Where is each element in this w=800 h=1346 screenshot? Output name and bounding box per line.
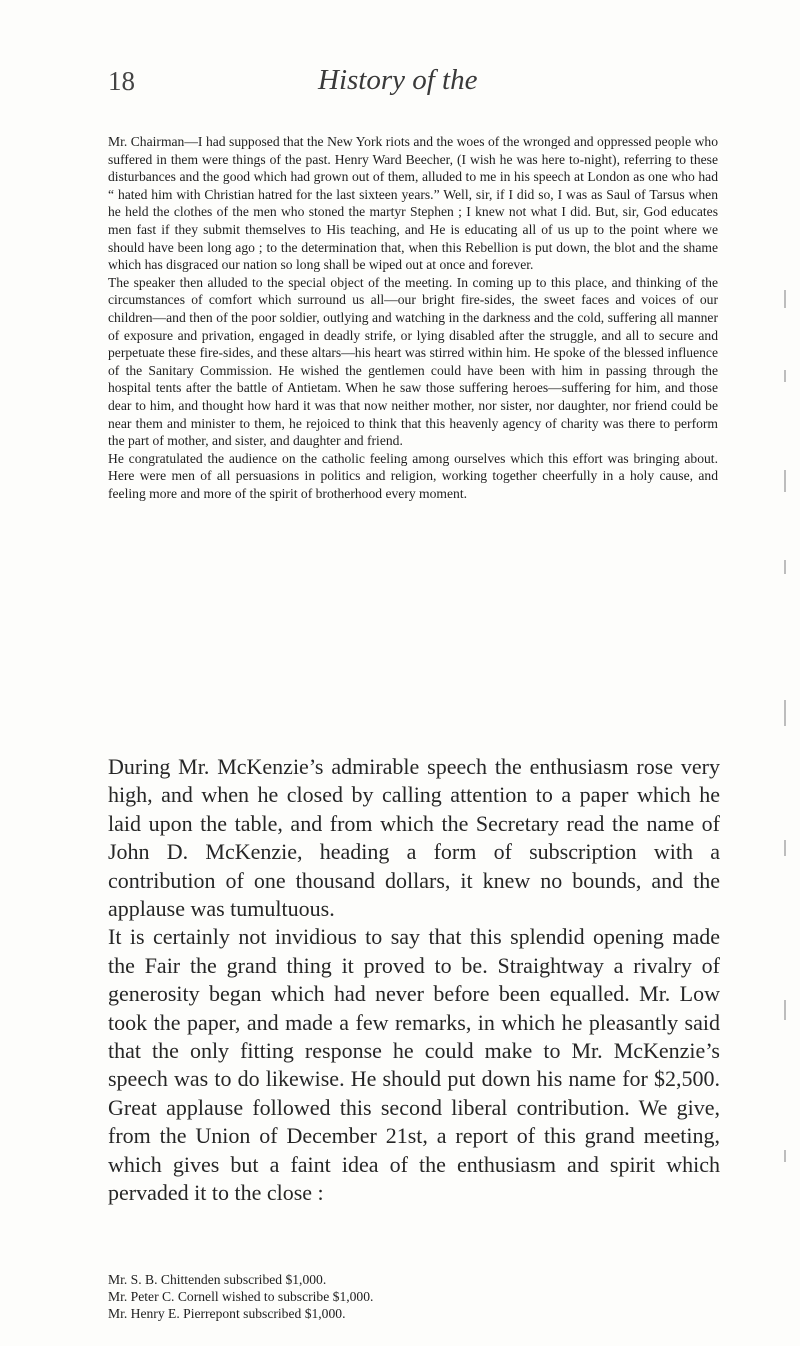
paragraph-special-object: The speaker then alluded to the special object of the meeting. In coming up to this place, and thinking of the circumstances of comfort which surround us all—our bright fire-sides, the sweet faces and voices of our children—and then of the poor soldier, outlying and watching in the darkness and the cold, suffering all manner of exposure and privation, engaged in deadly strife, or lying disabled after the struggle, and all to secure and perpetuate these fire-sides, and these altars—his heart was stirred within him. He spoke of the blessed influence of the Sanitary Commission. He wished the gentlemen could have been with him in passing through the hospital tents after the battle of Antietam. When he saw those suffering heroes—suffering for him, and those dear to him, and thought how hard it was that now neither mother, nor sister, nor daughter, nor friend could be near them and minister to them, he rejoiced to think that this heavenly agency of charity was there to perform the part of mother, and sister, and daughter and friend.: [108, 274, 718, 449]
subscription-item: Mr. Peter C. Cornell wished to subscribe $1,000.: [108, 1289, 374, 1304]
subscription-list: [108, 1271, 608, 1322]
subscription-item: Mr. S. B. Chittenden subscribed $1,000.: [108, 1272, 327, 1287]
running-title: History of the: [318, 64, 478, 96]
speech-report-small-print: [108, 133, 718, 502]
paragraph-enthusiasm: During Mr. McKenzie’s admirable speech the enthusiasm rose very high, and when he closed by calling attention to a paper which he laid upon the table, and from which the Secretary read the name of John D. McKenzie, heading a form of subscription with a contribution of one thousand dollars, it knew no bounds, and the applause was tumultuous.: [108, 754, 720, 922]
paragraph-splendid-opening: It is certainly not invidious to say that this splendid opening made the Fair the grand thing it proved to be. Straightway a rivalry of generosity began which had never before been equalled. Mr. Low took the paper, and made a few remarks, in which he pleasantly said that the only fitting response he could make to Mr. McKenzie’s speech was to do likewise. He should put down his name for $2,500. Great applause followed this second liberal contribution. We give, from the Union of December 21st, a report of this grand meeting, which gives but a faint idea of the enthusiasm and spirit which pervaded it to the close :: [108, 924, 720, 1206]
running-head: [108, 66, 728, 106]
narrative-large-print: [108, 753, 720, 1208]
paragraph-chairman-speech: Mr. Chairman—I had supposed that the New York riots and the woes of the wronged and oppressed people who suffered in them were things of the past. Henry Ward Beecher, (I wish he was here to-night), referring to these disturbances and the good which had grown out of them, alluded to me in his speech at London as one who had “ hated him with Christian hatred for the last sixteen years.” Well, sir, if I did so, I was as Saul of Tarsus when he held the clothes of the men who stoned the martyr Stephen ; I knew not what I did. But, sir, God educates men fast if they submit themselves to His teaching, and He is educating all of us up to the point where we should have been long ago ; to the determination that, when this Rebellion is put down, the blot and the shame which has disgraced our nation so long shall be wiped out at once and forever.: [108, 134, 718, 273]
paragraph-catholic-feeling: He congratulated the audience on the catholic feeling among ourselves which this effort was bringing about. Here were men of all persuasions in politics and religion, working together cheerfully in a holy cause, and feeling more and more of the spirit of brotherhood every moment.: [108, 450, 718, 501]
subscription-item: Mr. Henry E. Pierrepont subscribed $1,000.: [108, 1306, 346, 1321]
page-edge-shadow: [784, 140, 790, 1280]
page-number: 18: [108, 66, 135, 96]
